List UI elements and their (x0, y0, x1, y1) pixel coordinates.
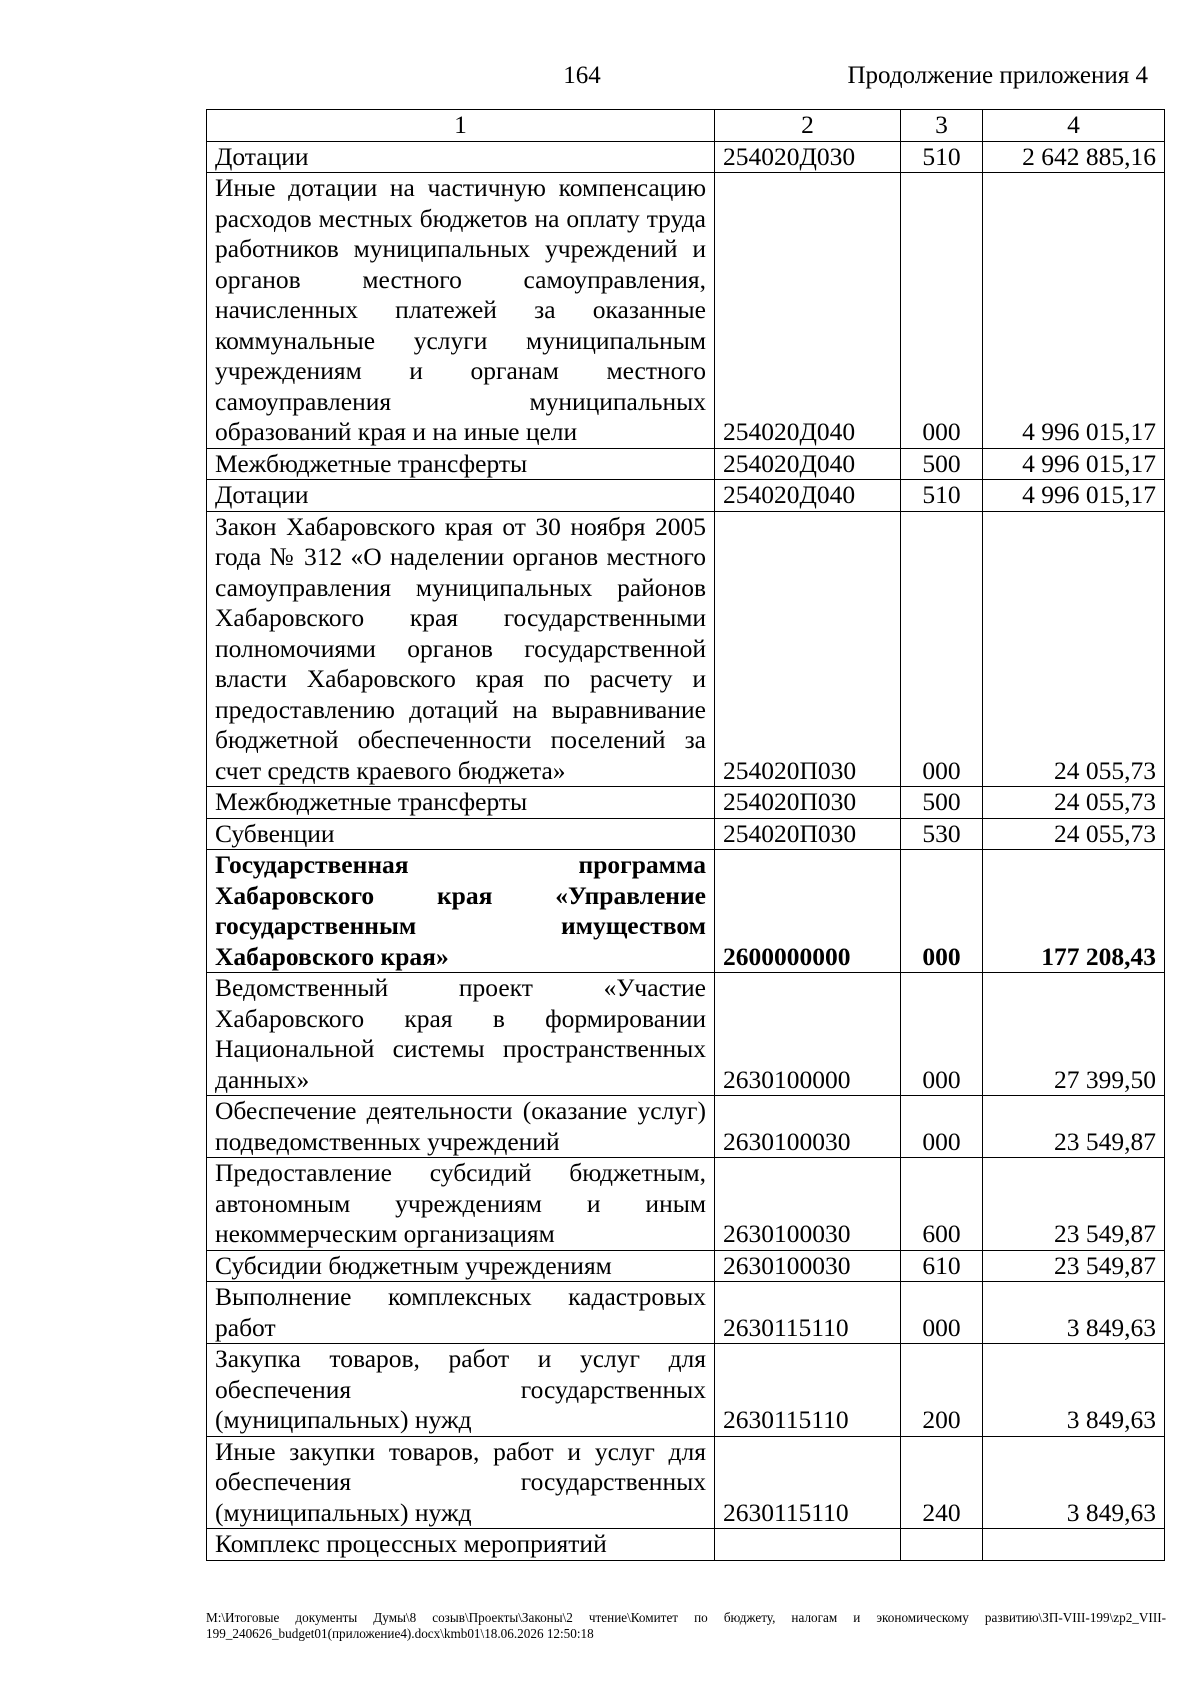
row-code-cell: 254020П030 (715, 787, 901, 819)
continuation-label: Продолжение приложения 4 (847, 62, 1148, 89)
row-name-cell: Закон Хабаровского края от 30 ноября 2005 года № 312 «О наделении органов местного самоуправления муниципальных районов Хабаровского края государственными полномочиями органов государственной власти Хабаровского края по расчету и предоставлению дотаций на выравнивание бюджетной обеспеченности поселений за счет средств краевого бюджета» (207, 511, 715, 787)
table-header-row (207, 110, 1165, 142)
row-kind-cell: 000 (901, 1096, 983, 1158)
row-kind-cell: 530 (901, 818, 983, 850)
row-amount-cell: 24 055,73 (983, 818, 1165, 850)
row-name-cell: Закупка товаров, работ и услуг для обеспечения государственных (муниципальных) нужд (207, 1344, 715, 1437)
row-code-cell: 254020Д030 (715, 141, 901, 173)
row-kind-cell: 240 (901, 1436, 983, 1529)
row-kind-cell: 200 (901, 1344, 983, 1437)
row-amount-cell: 24 055,73 (983, 511, 1165, 787)
row-name-cell: Комплекс процессных мероприятий (207, 1529, 715, 1561)
row-kind-cell: 510 (901, 141, 983, 173)
budget-table (206, 109, 1165, 1561)
row-kind-cell: 000 (901, 173, 983, 449)
row-code-cell: 2630115110 (715, 1344, 901, 1437)
row-amount-cell: 23 549,87 (983, 1158, 1165, 1251)
column-header-name: 1 (207, 110, 715, 142)
row-code-cell: 2600000000 (715, 850, 901, 973)
row-code-cell: 2630100030 (715, 1158, 901, 1251)
row-amount-cell: 27 399,50 (983, 973, 1165, 1096)
table-row (207, 1344, 1165, 1437)
table-row (207, 1250, 1165, 1282)
table-row (207, 173, 1165, 449)
row-amount-cell: 24 055,73 (983, 787, 1165, 819)
row-kind-cell: 000 (901, 511, 983, 787)
column-header-code: 2 (715, 110, 901, 142)
row-kind-cell: 000 (901, 973, 983, 1096)
row-kind-cell: 610 (901, 1250, 983, 1282)
row-kind-cell: 510 (901, 480, 983, 512)
row-name-cell: Межбюджетные трансферты (207, 448, 715, 480)
row-code-cell: 2630100030 (715, 1096, 901, 1158)
row-name-cell: Обеспечение деятельности (оказание услуг) подведомственных учреждений (207, 1096, 715, 1158)
row-code-cell: 254020Д040 (715, 173, 901, 449)
row-code-cell: 254020П030 (715, 511, 901, 787)
table-row (207, 511, 1165, 787)
row-name-cell: Иные закупки товаров, работ и услуг для обеспечения государственных (муниципальных) нужд (207, 1436, 715, 1529)
row-code-cell: 254020Д040 (715, 480, 901, 512)
table-row (207, 141, 1165, 173)
row-name-cell: Иные дотации на частичную компенсацию расходов местных бюджетов на оплату труда работников муниципальных учреждений и органов местного самоуправления, начисленных платежей за оказанные коммунальные услуги муниципальным учреждениям и органам местного самоуправления муниципальных образований края и на иные цели (207, 173, 715, 449)
row-code-cell (715, 1529, 901, 1561)
row-amount-cell (983, 1529, 1165, 1561)
row-name-cell: Государственная программа Хабаровского края «Управление государственным имуществом Хабаровского края» (207, 850, 715, 973)
row-name-cell: Субсидии бюджетным учреждениям (207, 1250, 715, 1282)
row-amount-cell: 4 996 015,17 (983, 480, 1165, 512)
row-amount-cell: 23 549,87 (983, 1096, 1165, 1158)
table-row (207, 480, 1165, 512)
row-code-cell: 254020П030 (715, 818, 901, 850)
row-kind-cell: 000 (901, 850, 983, 973)
column-header-kind: 3 (901, 110, 983, 142)
table-row (207, 1436, 1165, 1529)
column-header-amount: 4 (983, 110, 1165, 142)
table-row (207, 850, 1165, 973)
row-name-cell: Ведомственный проект «Участие Хабаровского края в формировании Национальной системы пространственных данных» (207, 973, 715, 1096)
table-row (207, 1529, 1165, 1561)
file-path-footer: М:\Итоговые документы Думы\8 созыв\Проекты\Законы\2 чтение\Комитет по бюджету, налогам и экономическому развитию\ЗП-VIII-199\zp2_VIII-199_240626_budget01(приложение4).docx\kmb01\18.06.2026 12:50:18 (206, 1610, 1166, 1641)
row-kind-cell: 600 (901, 1158, 983, 1251)
row-code-cell: 2630115110 (715, 1436, 901, 1529)
table-row (207, 818, 1165, 850)
row-amount-cell: 3 849,63 (983, 1436, 1165, 1529)
row-name-cell: Субвенции (207, 818, 715, 850)
row-amount-cell: 2 642 885,16 (983, 141, 1165, 173)
row-name-cell: Дотации (207, 480, 715, 512)
row-amount-cell: 4 996 015,17 (983, 173, 1165, 449)
table-row (207, 448, 1165, 480)
row-name-cell: Выполнение комплексных кадастровых работ (207, 1282, 715, 1344)
row-code-cell: 2630115110 (715, 1282, 901, 1344)
row-code-cell: 2630100030 (715, 1250, 901, 1282)
row-code-cell: 254020Д040 (715, 448, 901, 480)
budget-table-body (207, 110, 1165, 1561)
row-kind-cell: 500 (901, 448, 983, 480)
row-amount-cell: 3 849,63 (983, 1344, 1165, 1437)
page-number-text: 164 (563, 62, 601, 89)
row-amount-cell: 3 849,63 (983, 1282, 1165, 1344)
row-amount-cell: 4 996 015,17 (983, 448, 1165, 480)
table-row (207, 787, 1165, 819)
row-kind-cell (901, 1529, 983, 1561)
table-row (207, 1158, 1165, 1251)
row-kind-cell: 000 (901, 1282, 983, 1344)
row-name-cell: Межбюджетные трансферты (207, 787, 715, 819)
table-row (207, 1096, 1165, 1158)
row-kind-cell: 500 (901, 787, 983, 819)
table-row (207, 973, 1165, 1096)
row-name-cell: Дотации (207, 141, 715, 173)
row-amount-cell: 177 208,43 (983, 850, 1165, 973)
row-code-cell: 2630100000 (715, 973, 901, 1096)
table-row (207, 1282, 1165, 1344)
row-amount-cell: 23 549,87 (983, 1250, 1165, 1282)
row-name-cell: Предоставление субсидий бюджетным, автономным учреждениям и иным некоммерческим организациям (207, 1158, 715, 1251)
